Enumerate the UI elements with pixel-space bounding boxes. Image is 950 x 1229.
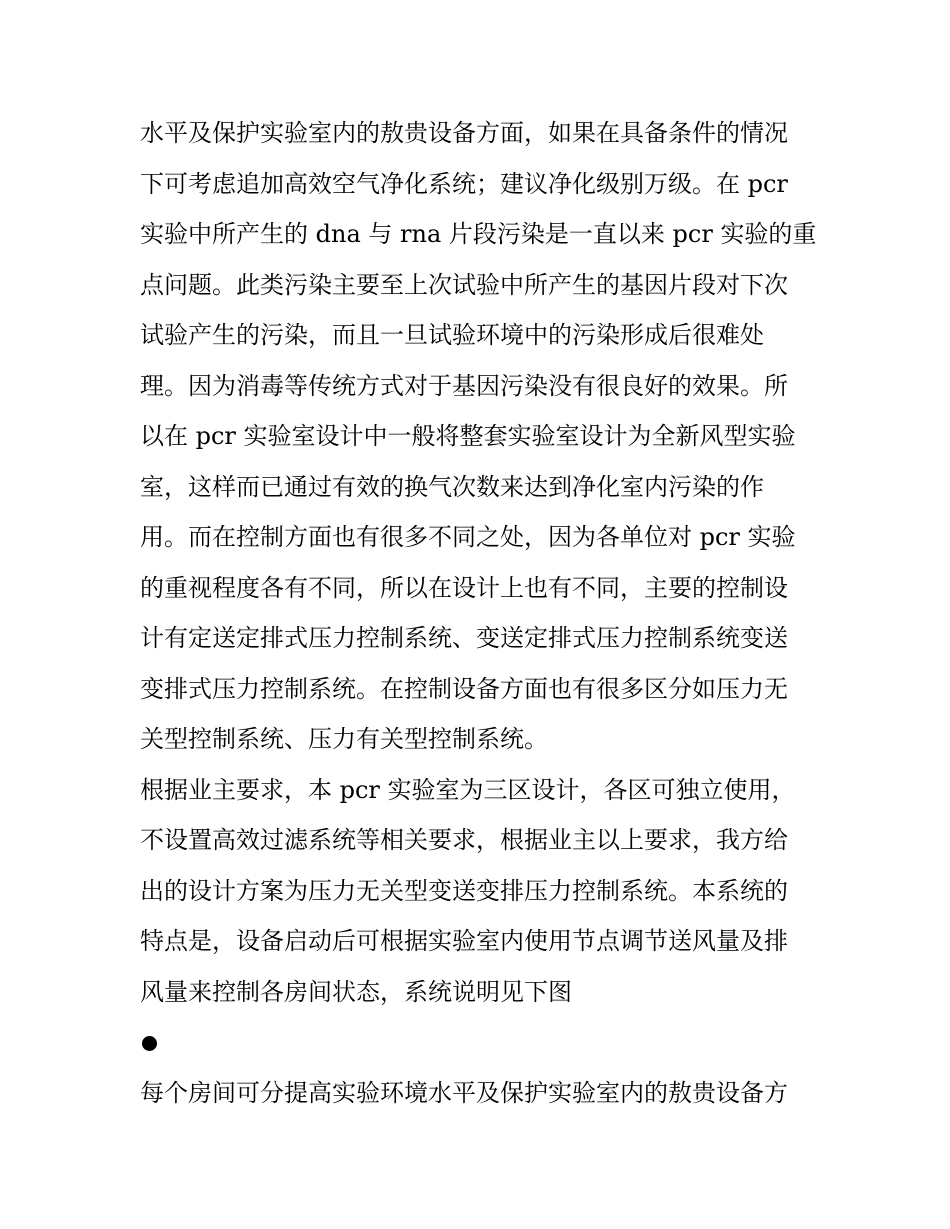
text-line: 实验中所产生的 dna 与 rna 片段污染是一直以来 pcr 实验的重 xyxy=(140,220,817,248)
bullet-dot-icon xyxy=(142,1036,157,1051)
text-line: 关型控制系统、压力有关型控制系统。 xyxy=(140,725,548,753)
text-line: 出的设计方案为压力无关型变送变排压力控制系统。本系统的 xyxy=(140,876,788,905)
paragraph-3 xyxy=(140,1068,820,1119)
paragraph-1 xyxy=(140,108,820,765)
text-line: 以在 pcr 实验室设计中一般将整套实验室设计为全新风型实验 xyxy=(140,422,796,450)
text-line: 变排式压力控制系统。在控制设备方面也有很多区分如压力无 xyxy=(140,674,788,703)
text-line: 的重视程度各有不同，所以在设计上也有不同，主要的控制设 xyxy=(140,573,788,602)
paragraph-2 xyxy=(140,765,820,1018)
bullet-item xyxy=(140,1017,820,1068)
document-body xyxy=(140,108,820,1118)
text-line: 特点是，设备启动后可根据实验室内使用节点调节送风量及排 xyxy=(140,927,788,955)
text-line: 不设置高效过滤系统等相关要求，根据业主以上要求，我方给 xyxy=(140,826,788,854)
text-line: 用。而在控制方面也有很多不同之处，因为各单位对 pcr 实验 xyxy=(140,523,796,551)
text-line: 水平及保护实验室内的敖贵设备方面，如果在具备条件的情况 xyxy=(140,119,788,147)
text-line: 计有定送定排式压力控制系统、变送定排式压力控制系统变送 xyxy=(140,624,788,652)
text-line: 理。因为消毒等传统方式对于基因污染没有很良好的效果。所 xyxy=(140,371,788,400)
text-line: 每个房间可分提高实验环境水平及保护实验室内的敖贵设备方 xyxy=(140,1078,788,1107)
text-line: 风量来控制各房间状态，系统说明见下图 xyxy=(140,977,572,1006)
text-line: 室，这样而已通过有效的换气次数来达到净化室内污染的作 xyxy=(140,472,764,501)
text-line: 根据业主要求，本 pcr 实验室为三区设计，各区可独立使用， xyxy=(140,775,796,804)
text-line: 下可考虑追加高效空气净化系统；建议净化级别万级。在 pcr xyxy=(140,169,788,198)
text-line: 点问题。此类污染主要至上次试验中所产生的基因片段对下次 xyxy=(140,270,788,299)
text-line: 试验产生的污染，而且一旦试验环境中的污染形成后很难处 xyxy=(140,321,764,349)
